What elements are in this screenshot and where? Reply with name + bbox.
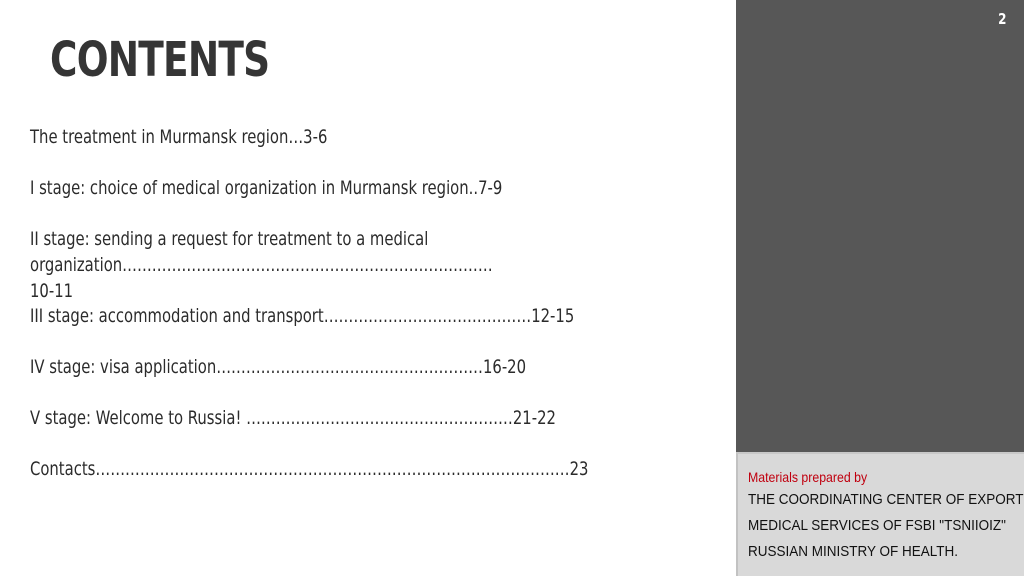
page-number: 2 bbox=[997, 10, 1006, 28]
credits-line: THE COORDINATING CENTER OF EXPORT bbox=[748, 491, 1024, 508]
toc-entry-treatment: The treatment in Murmansk region…3-6 bbox=[30, 126, 328, 148]
credits-label: Materials prepared by bbox=[748, 469, 868, 485]
page-title: CONTENTS bbox=[50, 32, 270, 88]
credits-line: RUSSIAN MINISTRY OF HEALTH. bbox=[748, 543, 959, 560]
toc-entry-stage-3: III stage: accommodation and transport……………………………………12-15 bbox=[30, 305, 575, 327]
toc-entry-stage-1: I stage: choice of medical organization in Murmansk region..7-9 bbox=[30, 177, 503, 199]
credits-line: MEDICAL SERVICES OF FSBI "TSNIIOIZ" bbox=[748, 517, 1006, 534]
toc-entry-stage-2: II stage: sending a request for treatment to a medical organization…………………………………………………………………10-11 bbox=[30, 228, 493, 302]
sidebar-panel bbox=[736, 0, 1024, 452]
toc-entry-stage-4: IV stage: visa application………………………………………………16-20 bbox=[30, 356, 527, 378]
toc-entry-stage-5: V stage: Welcome to Russia! ………………………………………………21-22 bbox=[30, 407, 556, 429]
credits-box bbox=[736, 452, 1024, 576]
toc-entry-contacts: Contacts……………………………………………………………………………………23 bbox=[30, 458, 589, 480]
